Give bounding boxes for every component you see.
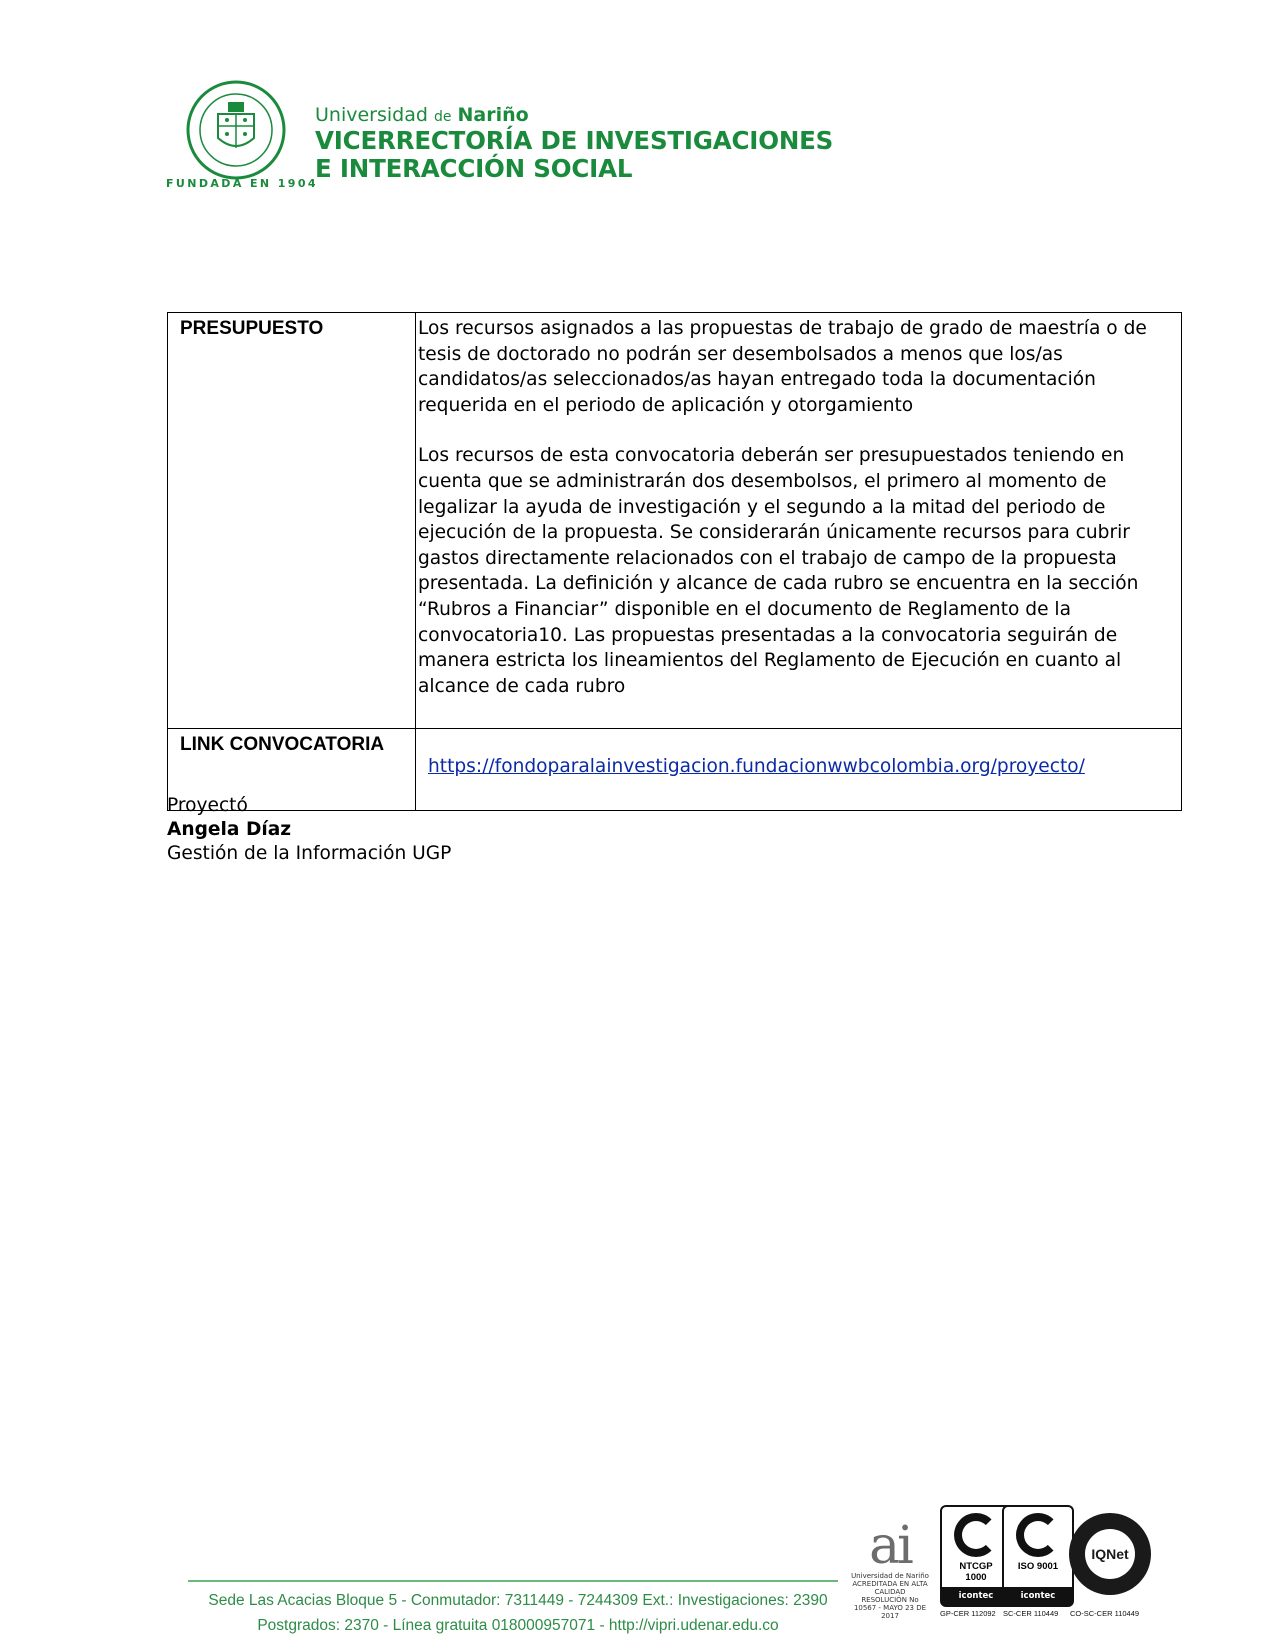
iqnet-code: CO-SC-CER 110449	[1070, 1609, 1140, 1618]
university-de: de	[433, 109, 452, 125]
link-label: LINK CONVOCATORIA	[168, 729, 416, 811]
cert2-text: ISO 9001	[1017, 1561, 1059, 1572]
founded-text: FUNDADA EN 1904	[166, 177, 318, 190]
cert1-text2: 1000	[965, 1572, 987, 1583]
accreditation-mark: ai	[869, 1516, 911, 1576]
link-cell	[416, 729, 1182, 811]
signature-unit: Gestión de la Información UGP	[167, 843, 452, 864]
cert2-code: SC-CER 110449	[1003, 1609, 1059, 1618]
budget-label: PRESUPUESTO	[168, 313, 416, 729]
accreditation-sub2: ACREDITADA EN ALTA CALIDAD	[852, 1580, 928, 1596]
iqnet-certification-badge	[1069, 1513, 1151, 1595]
university-name-bold: Nariño	[457, 104, 529, 126]
iso-certification-badge	[1002, 1505, 1074, 1607]
convocatoria-link[interactable]: https://fondoparalainvestigacion.fundacionwwbcolombia.org/proyecto/	[428, 756, 1085, 777]
university-prefix: Universidad	[315, 104, 428, 126]
signature-block	[167, 794, 451, 866]
signature-role: Proyectó	[167, 795, 248, 816]
accreditation-sub3: RESOLUCIÓN No 10567 - MAYO 23 DE 2017	[853, 1596, 927, 1620]
budget-paragraph-2: Los recursos de esta convocatoria deberán ser presupuestados teniendo en cuenta que se administrarán dos desembolsos, el primero al momento de legalizar la ayuda de investigación y el segundo a la mitad del periodo de ejecución de la propuesta. Se considerarán únicamente recursos para cubrir gastos directamente relacionados con el trabajo de campo de la propuesta presentada. La definición y alcance de cada rubro se encuentra en la sección “Rubros a Financiar” disponible en el documento de Reglamento de la convocatoria10. Las propuestas presentadas a la convocatoria seguirán de manera estricta los lineamientos del Reglamento de Ejecución en cuanto al alcance de cada rubro	[418, 445, 1139, 697]
info-table	[167, 312, 1182, 811]
signature-name: Angela Díaz	[167, 819, 292, 840]
footer-address-line1: Sede Las Acacias Bloque 5 - Conmutador: 7311449 - 7244309 Ext.: Investigaciones: 2390	[208, 1592, 828, 1609]
icontec-c-icon	[1016, 1513, 1060, 1557]
iqnet-text: IQNet	[1085, 1529, 1135, 1579]
footer-address	[208, 1588, 828, 1638]
cert1-code: GP-CER 112092	[940, 1609, 996, 1618]
cert1-text1: NTCGP	[959, 1561, 993, 1572]
budget-row	[168, 313, 1182, 729]
icontec-c-icon	[954, 1513, 998, 1557]
accreditation-logo	[850, 1516, 930, 1620]
office-title-line2: E INTERACCIÓN SOCIAL	[315, 154, 633, 183]
budget-text-cell	[416, 313, 1182, 729]
cert2-brand: icontec	[1004, 1587, 1072, 1605]
office-title-line1: VICERRECTORÍA DE INVESTIGACIONES	[315, 126, 834, 155]
footer-address-line2: Postgrados: 2370 - Línea gratuita 018000957071 - http://vipri.udenar.edu.co	[257, 1617, 779, 1634]
footer-divider	[188, 1580, 838, 1582]
accreditation-sub1: Universidad de Nariño	[851, 1572, 929, 1580]
university-seal-logo	[186, 80, 286, 180]
cert1-brand: icontec	[942, 1587, 1010, 1605]
university-name	[315, 104, 529, 126]
budget-paragraph-1: Los recursos asignados a las propuestas de trabajo de grado de maestría o de tesis de doctorado no podrán ser desembolsados a menos que los/as candidatos/as seleccionados/as hayan entregado toda la documentación requerida en el periodo de aplicación y otorgamiento	[418, 318, 1147, 416]
